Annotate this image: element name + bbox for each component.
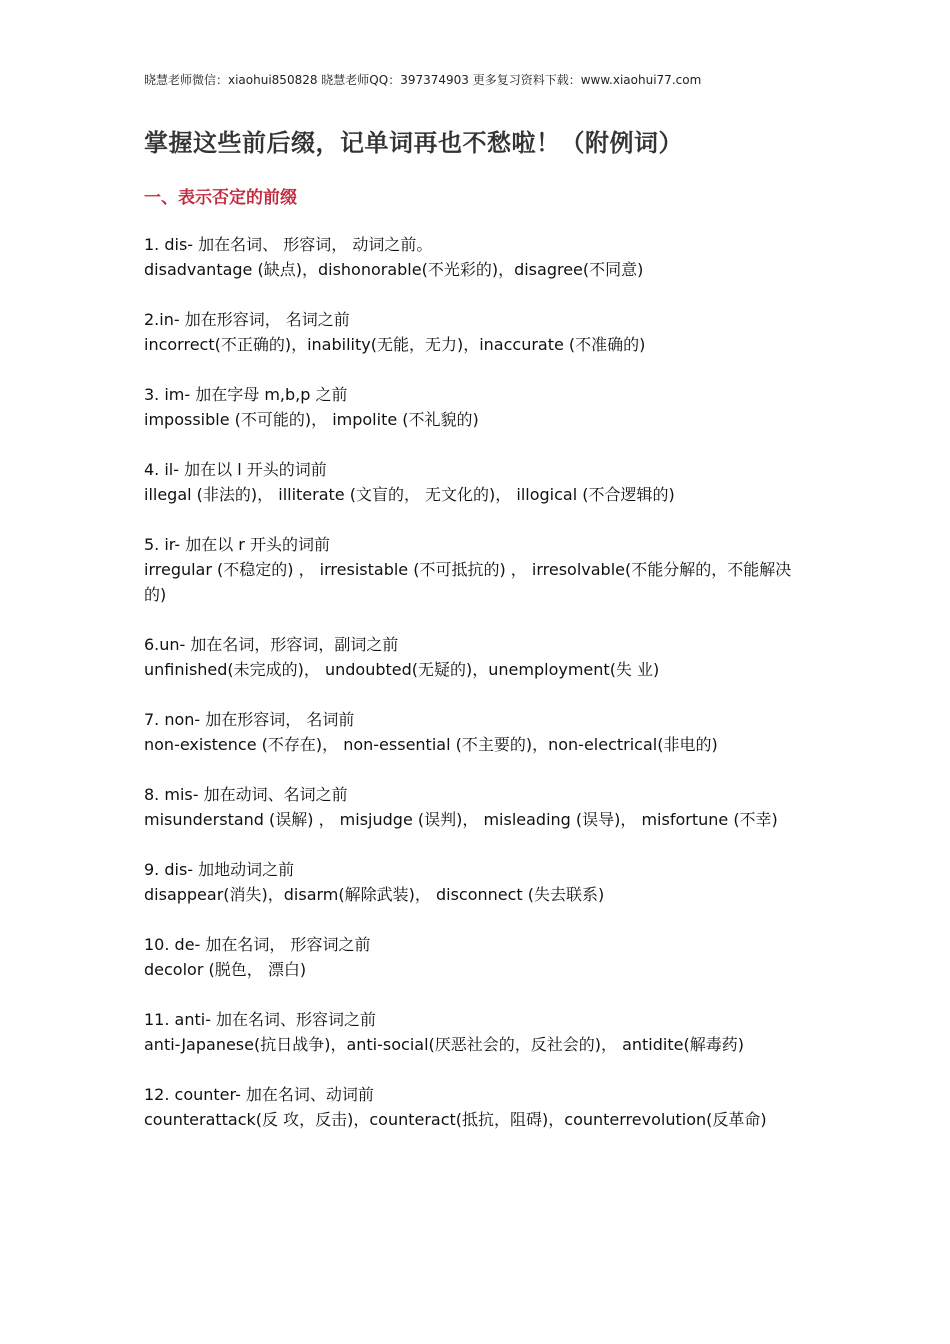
prefix-entry-4 — [144, 457, 804, 507]
prefix-entry-examples: disadvantage (缺点)，dishonorable(不光彩的)，disagree(不同意) — [144, 260, 644, 279]
prefix-entry-examples: misunderstand (误解) ， misjudge (误判)， misleading (误导)， misfortune (不幸) — [144, 810, 778, 829]
prefix-entry-examples: anti-Japanese(抗日战争)，anti-social(厌恶社会的，反社会的)， antidite(解毒药) — [144, 1035, 744, 1054]
prefix-entry-12 — [144, 1082, 804, 1132]
prefix-entry-head: 6.un- 加在名词，形容词，副词之前 — [144, 635, 399, 654]
prefix-entry-examples: unfinished(未完成的)， undoubted(无疑的)，unemployment(失 业) — [144, 660, 660, 679]
prefix-entry-10 — [144, 932, 804, 982]
prefix-entry-examples: illegal (非法的)， illiterate (文盲的， 无文化的)， illogical (不合逻辑的) — [144, 485, 675, 504]
prefix-entry-head: 12. counter- 加在名词、动词前 — [144, 1085, 374, 1104]
prefix-entry-head: 10. de- 加在名词， 形容词之前 — [144, 935, 371, 954]
prefix-entry-head: 2.in- 加在形容词， 名词之前 — [144, 310, 350, 329]
prefix-entry-examples: impossible (不可能的)， impolite (不礼貌的) — [144, 410, 479, 429]
prefix-entry-head: 1. dis- 加在名词、 形容词， 动词之前。 — [144, 235, 433, 254]
prefix-entry-examples: counterattack(反 攻，反击)，counteract(抵抗，阻碍)，counterrevolution(反革命) — [144, 1110, 767, 1129]
prefix-entry-examples: decolor (脱色， 漂白) — [144, 960, 307, 979]
section-heading: 一、表示否定的前缀 — [144, 188, 297, 208]
prefix-list — [144, 232, 804, 1157]
prefix-entry-9 — [144, 857, 804, 907]
prefix-entry-head: 7. non- 加在形容词， 名词前 — [144, 710, 355, 729]
prefix-entry-3 — [144, 382, 804, 432]
page-title: 掌握这些前后缀，记单词再也不愁啦！（附例词） — [144, 129, 683, 157]
prefix-entry-8 — [144, 782, 804, 832]
prefix-entry-examples: disappear(消失)，disarm(解除武装)， disconnect (失去联系) — [144, 885, 605, 904]
prefix-entry-2 — [144, 307, 804, 357]
prefix-entry-6 — [144, 632, 804, 682]
prefix-entry-head: 8. mis- 加在动词、名词之前 — [144, 785, 348, 804]
prefix-entry-head: 3. im- 加在字母 m,b,p 之前 — [144, 385, 348, 404]
prefix-entry-head: 9. dis- 加地动词之前 — [144, 860, 295, 879]
prefix-entry-7 — [144, 707, 804, 757]
prefix-entry-11 — [144, 1007, 804, 1057]
prefix-entry-1 — [144, 232, 804, 282]
prefix-entry-5 — [144, 532, 804, 607]
prefix-entry-examples: irregular (不稳定的) ， irresistable (不可抵抗的) ， irresolvable(不能分解的，不能解决的) — [144, 560, 792, 604]
prefix-entry-head: 5. ir- 加在以 r 开头的词前 — [144, 535, 330, 554]
prefix-entry-examples: non-existence (不存在)， non-essential (不主要的)，non-electrical(非电的) — [144, 735, 718, 754]
prefix-entry-examples: incorrect(不正确的)，inability(无能，无力)，inaccurate (不准确的) — [144, 335, 646, 354]
page-header: 晓慧老师微信：xiaohui850828 晓慧老师QQ：397374903 更多复习资料下载：www.xiaohui77.com — [144, 73, 702, 87]
prefix-entry-head: 4. il- 加在以 l 开头的词前 — [144, 460, 327, 479]
prefix-entry-head: 11. anti- 加在名词、形容词之前 — [144, 1010, 377, 1029]
